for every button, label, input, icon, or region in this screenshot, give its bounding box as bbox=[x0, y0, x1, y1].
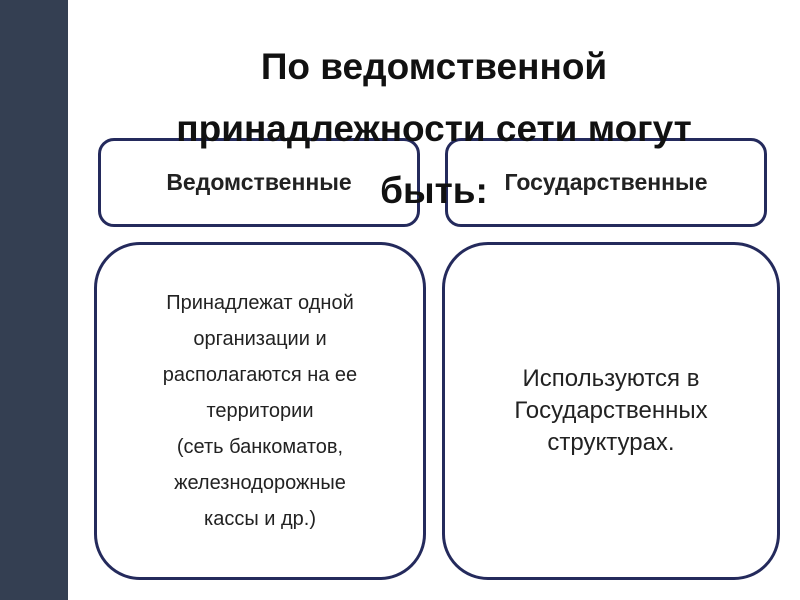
decorative-sidebar bbox=[0, 0, 68, 600]
description-line: Используются в bbox=[522, 365, 700, 392]
description-line: Принадлежат одной bbox=[166, 292, 354, 314]
description-state bbox=[514, 363, 707, 459]
title-line-2: принадлежности сети могут bbox=[176, 108, 692, 149]
description-line: территории bbox=[206, 400, 314, 422]
heading-departmental: Ведомственные bbox=[166, 169, 352, 195]
description-line: организации и bbox=[193, 328, 327, 350]
description-box-departmental bbox=[94, 242, 426, 580]
description-line: (сеть банкоматов, bbox=[176, 436, 344, 458]
description-line: Государственных bbox=[514, 397, 708, 424]
title-line-1: По ведомственной bbox=[260, 46, 608, 87]
title-line-3: быть: bbox=[380, 170, 488, 211]
description-box-state bbox=[442, 242, 780, 580]
description-departmental bbox=[163, 285, 357, 537]
heading-state: Государственные bbox=[504, 169, 708, 195]
description-line: кассы и др.) bbox=[204, 508, 316, 530]
slide-title bbox=[68, 36, 800, 222]
description-line: структурах. bbox=[547, 429, 675, 456]
description-line: располагаются на ее bbox=[162, 364, 358, 386]
description-line: железнодорожные bbox=[174, 472, 346, 494]
